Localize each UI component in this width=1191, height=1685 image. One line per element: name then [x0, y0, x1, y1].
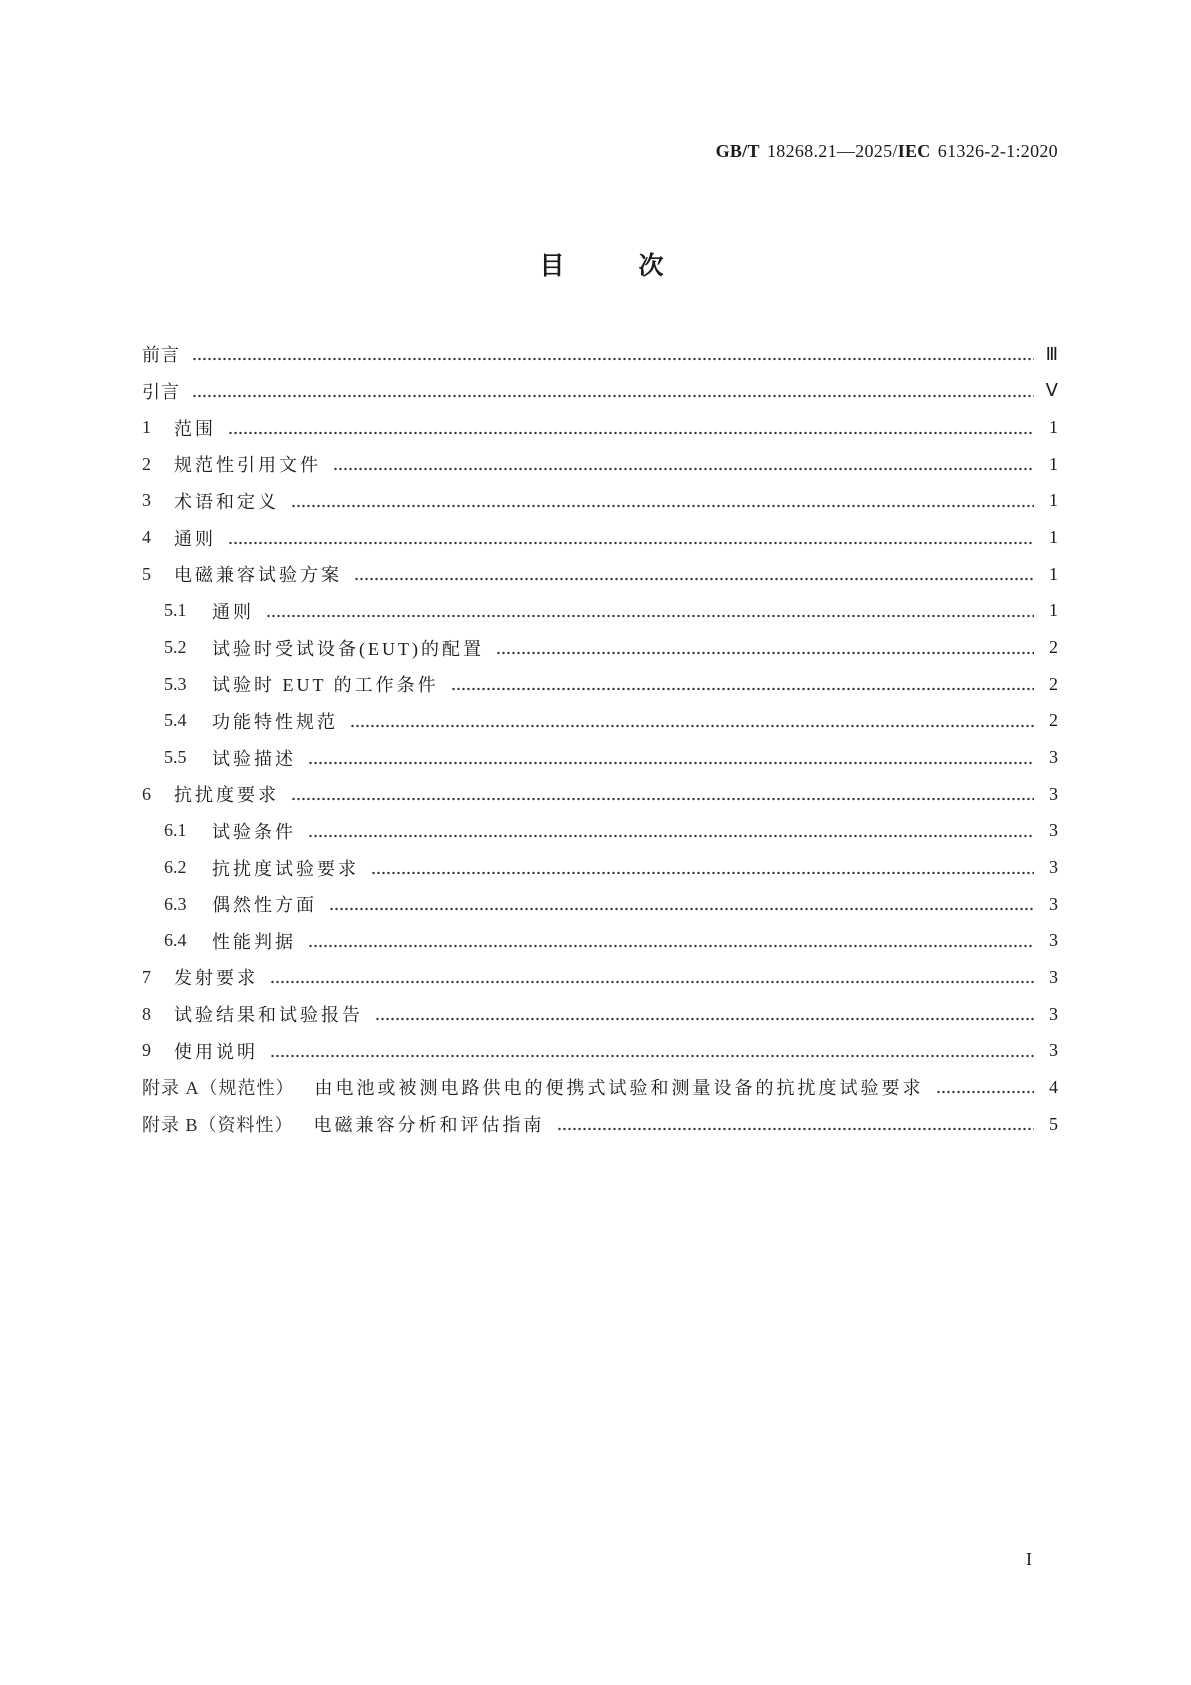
toc-entry-title: 试验结果和试验报告	[174, 1005, 363, 1026]
toc-entry	[142, 1069, 1058, 1106]
standard-number: 18268.21—2025/	[766, 141, 898, 161]
toc-entry	[142, 666, 1058, 703]
toc-entry-page: 3	[1049, 930, 1058, 951]
toc-entry-title: 电磁兼容分析和评估指南	[313, 1115, 545, 1136]
toc-entry-page: Ⅲ	[1045, 343, 1058, 364]
toc-entry-title: 性能判据	[212, 931, 296, 952]
toc-entry	[142, 593, 1058, 630]
toc-entry-number: 5	[142, 563, 151, 584]
dot-leader	[228, 540, 1034, 546]
toc-entry-page: 1	[1049, 453, 1058, 474]
dot-leader	[291, 503, 1034, 509]
dot-leader	[375, 1016, 1034, 1022]
toc-entry-number: 附录 B（资料性）	[142, 1115, 294, 1136]
dot-leader	[557, 1126, 1034, 1132]
toc-entry	[142, 1106, 1058, 1143]
toc-entry	[142, 959, 1058, 996]
toc-entry-number: 5.2	[164, 637, 187, 658]
toc-entry-page: 3	[1049, 783, 1058, 804]
toc-entry	[142, 483, 1058, 520]
toc-entry-title: 使用说明	[174, 1041, 258, 1062]
toc-entry-title: 通则	[212, 601, 254, 622]
toc-entry	[142, 923, 1058, 960]
toc-entry	[142, 1032, 1058, 1069]
toc-entry-page: 3	[1049, 747, 1058, 768]
toc-entry-title: 由电池或被测电路供电的便携式试验和测量设备的抗扰度试验要求	[314, 1078, 924, 1099]
toc-entry-title: 试验时 EUT 的工作条件	[212, 675, 439, 696]
toc-entry-number: 6.3	[164, 893, 187, 914]
dot-leader	[308, 760, 1034, 766]
dot-leader	[936, 1089, 1035, 1095]
toc-entry-title: 功能特性规范	[212, 711, 338, 732]
toc-entry-number: 7	[142, 966, 151, 987]
standard-number-header	[716, 141, 1058, 162]
iec-number: 61326-2-1:2020	[937, 141, 1058, 161]
toc-entry-number: 4	[142, 527, 151, 548]
toc-entry-title: 抗扰度试验要求	[212, 858, 359, 879]
toc-entry-title: 前言	[142, 345, 180, 366]
toc-entry-title: 试验条件	[212, 821, 296, 842]
toc-entry-number: 6.4	[164, 930, 187, 951]
toc-entry-title: 试验时受试设备(EUT)的配置	[212, 638, 484, 659]
toc-entry-number: 5.3	[164, 673, 187, 694]
toc-entry	[142, 776, 1058, 813]
toc-entry-page: 3	[1049, 857, 1058, 878]
toc-entry-page: 4	[1049, 1076, 1058, 1097]
toc-entry	[142, 703, 1058, 740]
toc-entry-title: 电磁兼容试验方案	[174, 565, 342, 586]
toc-entry-page: 2	[1049, 637, 1058, 658]
toc-entry-title: 试验描述	[212, 748, 296, 769]
toc-entry-page: 5	[1049, 1113, 1058, 1134]
dot-leader	[291, 796, 1034, 802]
dot-leader	[333, 466, 1034, 472]
toc-entry-page: 3	[1049, 966, 1058, 987]
toc-entry-page: 3	[1049, 893, 1058, 914]
dot-leader	[308, 833, 1034, 839]
toc-entry-page: 3	[1049, 1040, 1058, 1061]
toc-entry-title: 术语和定义	[174, 491, 279, 512]
dot-leader	[354, 576, 1034, 582]
toc-entry	[142, 739, 1058, 776]
dot-leader	[270, 1053, 1034, 1059]
dot-leader	[496, 650, 1034, 656]
toc-entry-number: 5.5	[164, 747, 187, 768]
dot-leader	[270, 979, 1034, 985]
toc-entry-number: 5.4	[164, 710, 187, 731]
toc-entry-number: 6	[142, 783, 151, 804]
toc-entry-title: 抗扰度要求	[174, 785, 279, 806]
toc-entry-page: 1	[1049, 527, 1058, 548]
toc-entry	[142, 849, 1058, 886]
toc-entry	[142, 813, 1058, 850]
toc-entry	[142, 629, 1058, 666]
toc-entry-number: 5.1	[164, 600, 187, 621]
toc-entry-number: 2	[142, 453, 151, 474]
toc-entry-page: Ⅴ	[1045, 380, 1058, 401]
dot-leader	[371, 870, 1034, 876]
toc-entry-page: 1	[1049, 563, 1058, 584]
page-number: I	[1026, 1549, 1032, 1569]
toc-entry	[142, 373, 1058, 410]
toc-entry	[142, 996, 1058, 1033]
toc-entry-page: 2	[1049, 673, 1058, 694]
toc-entry-number: 1	[142, 417, 151, 438]
toc-entry-number: 6.2	[164, 857, 187, 878]
page-title: 目 次	[539, 253, 672, 280]
toc-entry-page: 1	[1049, 490, 1058, 511]
toc-entry-page: 1	[1049, 600, 1058, 621]
toc-entry-page: 3	[1049, 820, 1058, 841]
toc-entry-number: 3	[142, 490, 151, 511]
toc-entry-title: 范围	[174, 418, 216, 439]
toc-entry-title: 引言	[142, 381, 180, 402]
toc-entry-number: 9	[142, 1040, 151, 1061]
iec-code: IEC	[897, 141, 931, 161]
dot-leader	[451, 686, 1034, 692]
standard-code: GB/T	[715, 141, 760, 161]
toc-entry	[142, 556, 1058, 593]
dot-leader	[192, 356, 1034, 362]
toc-entry	[142, 446, 1058, 483]
toc-entry-page: 3	[1049, 1003, 1058, 1024]
toc-entry-title: 偶然性方面	[212, 895, 317, 916]
table-of-contents	[142, 336, 1058, 1142]
toc-entry-title: 规范性引用文件	[174, 455, 321, 476]
toc-entry-page: 1	[1049, 417, 1058, 438]
dot-leader	[266, 613, 1034, 619]
toc-entry	[142, 519, 1058, 556]
toc-entry	[142, 409, 1058, 446]
toc-entry-title: 发射要求	[174, 968, 258, 989]
toc-entry-number: 6.1	[164, 820, 187, 841]
toc-entry-number: 8	[142, 1003, 151, 1024]
toc-entry-number: 附录 A（规范性）	[142, 1078, 295, 1099]
dot-leader	[329, 906, 1034, 912]
dot-leader	[192, 393, 1034, 399]
dot-leader	[228, 430, 1034, 436]
dot-leader	[308, 943, 1034, 949]
toc-entry	[142, 886, 1058, 923]
toc-entry	[142, 336, 1058, 373]
toc-entry-title: 通则	[174, 528, 216, 549]
dot-leader	[350, 723, 1034, 729]
toc-entry-page: 2	[1049, 710, 1058, 731]
